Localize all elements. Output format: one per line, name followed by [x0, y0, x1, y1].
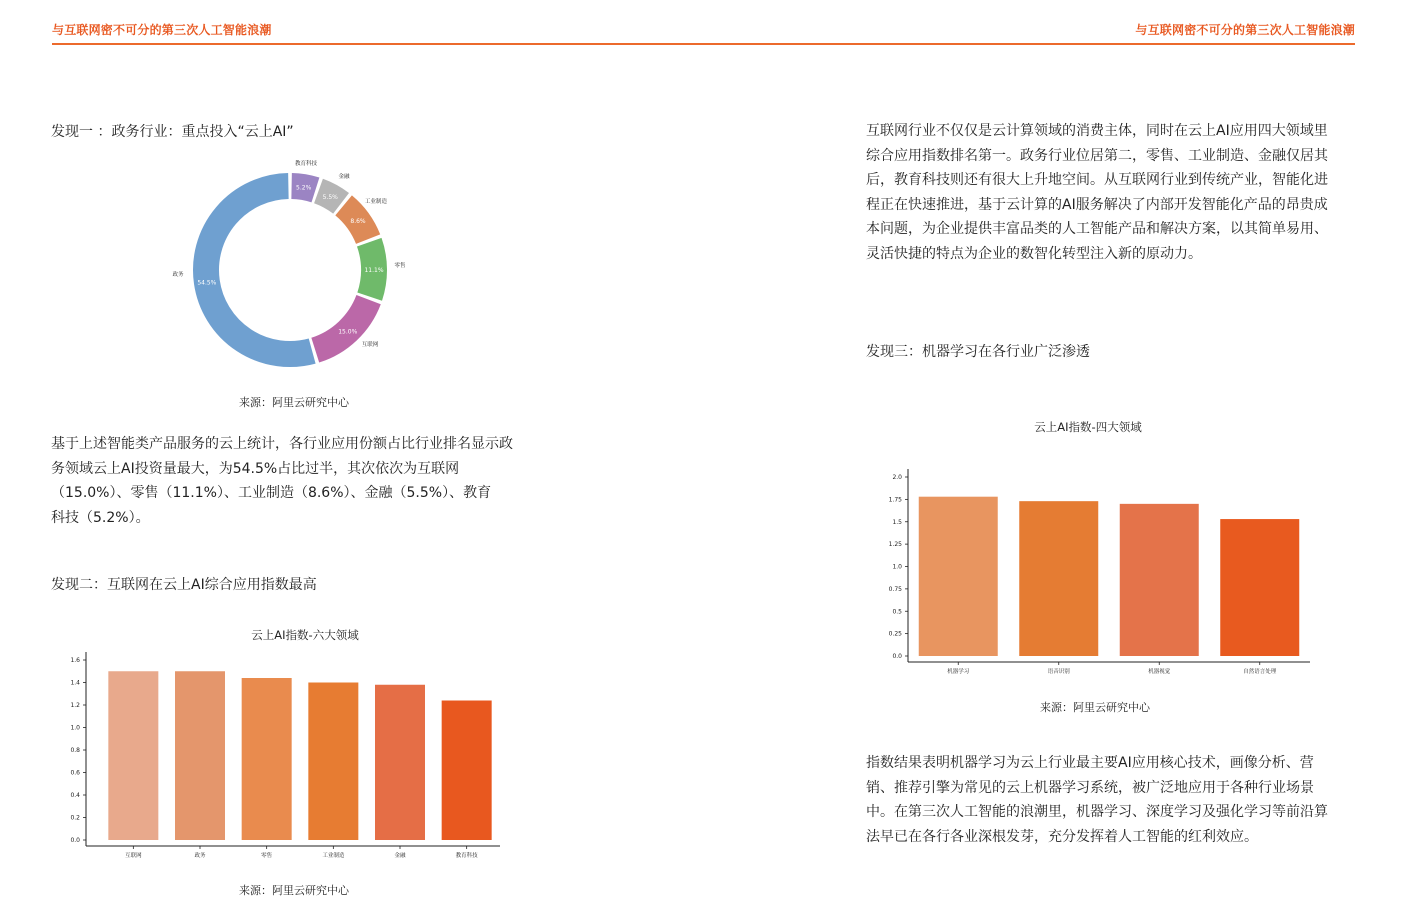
y-tick-label: 0.0	[892, 653, 902, 660]
y-tick-label: 0.4	[70, 792, 80, 799]
paragraph-3-line: 中。在第三次人工智能的浪潮里，机器学习、深度学习及强化学习等前沿算	[866, 804, 1328, 820]
paragraph-1-line: 务领域云上AI投资量最大，为54.5%占比过半，其次依次为互联网	[51, 460, 460, 477]
chart-title: 云上AI指数-四大领域	[1034, 420, 1142, 434]
y-tick-label: 2.0	[892, 474, 902, 481]
y-tick-label: 1.5	[892, 518, 902, 526]
y-tick-label: 1.0	[892, 563, 902, 571]
y-tick-label: 0.2	[70, 814, 80, 822]
y-tick-label: 0.8	[70, 747, 80, 754]
bar	[242, 678, 292, 840]
bar	[442, 701, 492, 841]
bar	[375, 685, 425, 840]
donut-category-label: 金融	[338, 174, 350, 180]
bar-chart-four-domains	[860, 416, 1330, 686]
y-tick-label: 1.6	[70, 657, 80, 664]
bar	[175, 671, 225, 840]
bar	[308, 683, 358, 841]
donut-category-label: 互联网	[361, 342, 379, 348]
paragraph-2-line: 本问题，为企业提供丰富品类的人工智能产品和解决方案，以其简单易用、	[866, 221, 1328, 237]
y-tick-label: 1.2	[70, 702, 80, 709]
paragraph-2-line: 后，教育科技则还有很大上升地空间。从互联网行业到传统产业，智能化进	[866, 172, 1328, 188]
donut-value-label: 8.6%	[350, 218, 366, 226]
y-tick-label: 1.75	[888, 496, 902, 504]
y-tick-label: 0.0	[70, 837, 80, 844]
x-tick-label: 语音识别	[1047, 669, 1070, 675]
y-tick-label: 0.6	[70, 769, 80, 777]
y-tick-label: 1.4	[70, 679, 80, 687]
x-tick-label: 政务	[194, 853, 206, 859]
donut-value-label: 11.1%	[364, 266, 384, 274]
x-tick-label: 教育科技	[455, 853, 478, 859]
paragraph-1-line: 基于上述智能类产品服务的云上统计，各行业应用份额占比行业排名显示政	[51, 436, 513, 452]
bar	[919, 497, 998, 656]
paragraph-2	[866, 119, 1366, 266]
header-rule-right	[708, 43, 1355, 45]
finding-3-heading: 发现三：机器学习在各行业广泛渗透	[866, 344, 1090, 360]
paragraph-3-line: 指数结果表明机器学习为云上行业最主要AI应用核心技术，画像分析、营	[866, 755, 1314, 771]
bar	[1019, 501, 1098, 656]
header-rule-left	[52, 43, 708, 45]
donut-value-label: 15.0%	[338, 328, 358, 336]
chart-title: 云上AI指数-六大领域	[251, 628, 359, 642]
donut-category-label: 教育科技	[294, 161, 318, 167]
finding-2-heading: 发现二：互联网在云上AI综合应用指数最高	[51, 577, 317, 593]
paragraph-3-line: 销、推荐引擎为常见的云上机器学习系统，被广泛地应用于各种行业场景	[866, 779, 1314, 796]
paragraph-2-line: 互联网行业不仅仅是云计算领域的消费主体，同时在云上AI应用四大领域里	[866, 123, 1328, 139]
donut-slice	[315, 300, 368, 350]
donut-value-label: 5.2%	[296, 184, 312, 192]
donut-value-label: 54.5%	[197, 279, 217, 287]
donut-category-label: 工业制造	[364, 199, 388, 205]
bar2-source: 来源：阿里云研究中心	[1040, 701, 1150, 714]
donut-slice	[206, 186, 312, 354]
x-tick-label: 金融	[394, 853, 406, 859]
y-tick-label: 0.75	[888, 585, 902, 593]
finding-1-heading: 发现一 ：政务行业：重点投入“云上AI”	[51, 124, 294, 140]
x-tick-label: 互联网	[125, 853, 142, 859]
donut-category-label: 政务	[172, 272, 184, 278]
paragraph-2-line: 灵活快捷的特点为企业的数智化转型注入新的原动力。	[866, 245, 1202, 262]
header-title-right: 与互联网密不可分的第三次人工智能浪潮	[1135, 23, 1355, 37]
x-tick-label: 机器学习	[947, 669, 970, 675]
y-tick-label: 1.0	[70, 724, 80, 732]
paragraph-2-line: 程正在快速推进，基于云计算的AI服务解决了内部开发智能化产品的昂贵成	[866, 196, 1328, 213]
paragraph-1-line: （15.0%）、零售（11.1%）、工业制造（8.6%）、金融（5.5%）、教育	[51, 485, 492, 501]
paragraph-3-line: 法早已在各行各业深根发芽，充分发挥着人工智能的红利效应。	[866, 828, 1258, 845]
bar	[1220, 519, 1299, 656]
x-tick-label: 自然语言处理	[1243, 669, 1277, 675]
paragraph-1	[51, 432, 551, 530]
header-title-left: 与互联网密不可分的第三次人工智能浪潮	[52, 23, 272, 37]
bar	[108, 671, 158, 840]
paragraph-1-line: 科技（5.2%）。	[51, 509, 150, 526]
bar	[1120, 504, 1199, 656]
donut-chart	[160, 158, 420, 378]
bar1-source: 来源：阿里云研究中心	[239, 884, 349, 897]
donut-source: 来源：阿里云研究中心	[239, 396, 349, 409]
paragraph-3	[866, 751, 1366, 849]
y-tick-label: 0.5	[892, 608, 902, 616]
donut-value-label: 5.5%	[322, 193, 338, 201]
y-tick-label: 0.25	[888, 630, 902, 638]
x-tick-label: 工业制造	[322, 853, 345, 859]
y-tick-label: 1.25	[888, 541, 902, 549]
paragraph-2-line: 综合应用指数排名第一。政务行业位居第二，零售、工业制造、金融仅居其	[866, 147, 1328, 164]
donut-category-label: 零售	[394, 263, 406, 269]
x-tick-label: 零售	[261, 853, 273, 859]
bar-chart-six-domains	[50, 624, 510, 872]
x-tick-label: 机器视觉	[1148, 669, 1171, 675]
